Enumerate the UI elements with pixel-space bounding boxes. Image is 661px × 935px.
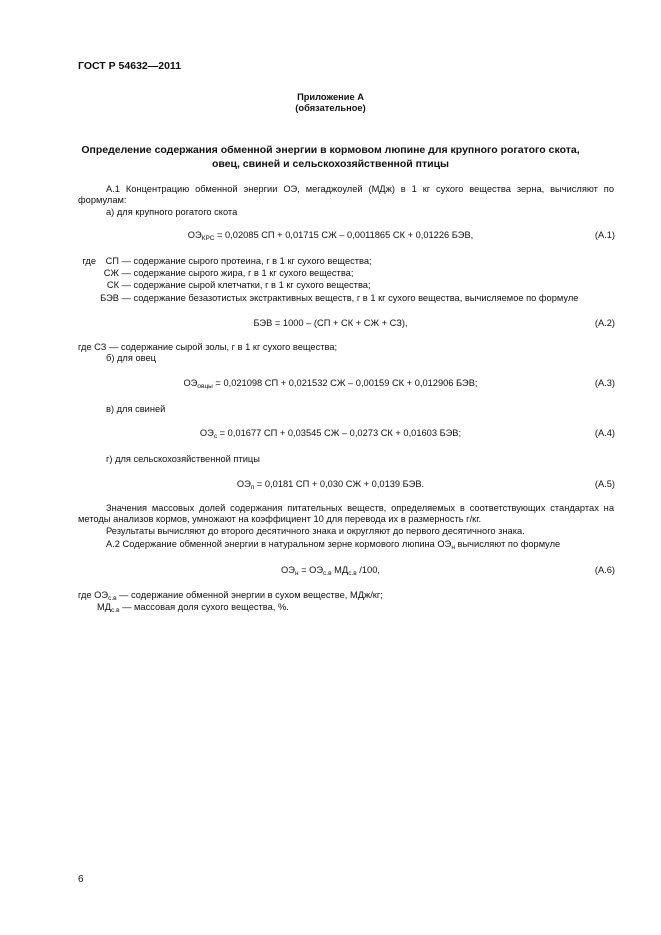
formula-a5: $ОЭ_п = 0,0181$ СП + 0,030 СЖ + 0,0139 БЭВ. — [236, 479, 425, 491]
equation-number-a3: (А.3) — [594, 378, 615, 388]
item-a: а) для крупного рогатого скота — [106, 207, 238, 217]
formula-a2: БЭВ = 1000 – (СП + СК + СЖ + СЗ), — [253, 318, 408, 328]
equation-number-a5: (А.5) — [594, 479, 615, 489]
definition-oe-sv: где $ОЭ_{с.в}$ — содержание обменной энергии в сухом веществе, МДж/кг; — [78, 590, 383, 602]
formula-a6: $ОЭ_н = ОЭ_{с.в}$ $МД_{с.в}$ /100, — [281, 565, 380, 577]
equation-number-a6: (А.6) — [594, 565, 615, 575]
equation-number-a1: (А.1) — [594, 230, 615, 240]
appendix-subtitle: (обязательное) — [295, 103, 366, 113]
formula-a3: $ОЭ_{овцы} = 0,021098$ СП + 0,021532 СЖ – 0,00159 СК + 0,012906 БЭВ; — [183, 378, 478, 390]
definition-szh: СЖ — содержание сырого жира, г в 1 кг сухого вещества; — [103, 268, 354, 279]
definition-md-sv: $МД_{с.в}$ — массовая доля сухого вещества, %. — [97, 602, 289, 614]
formula-a1: $ОЭ_{КРС} = 0,02085$ СП + 0,01715 СЖ – 0,0011865 СК + 0,01226 БЭВ, — [187, 230, 474, 242]
ash-definition: где СЗ — содержание сырой золы, г в 1 кг сухого вещества; — [78, 342, 338, 352]
definition-bev: БЭВ — содержание безазотистых экстрактивных веществ, г в 1 кг сухого вещества, вычисляемое по формуле — [100, 292, 579, 303]
definitions-list — [78, 256, 578, 305]
item-d: г) для сельскохозяйственной птицы — [106, 454, 260, 464]
definition-sk: СК — содержание сырой клетчатки, г в 1 кг сухого вещества; — [106, 280, 371, 291]
equation-number-a2: (А.2) — [594, 318, 615, 328]
appendix-title: Приложение А — [297, 92, 364, 102]
definition-sp: где СП — содержание сырого протеина, г в 1 кг сухого вещества; — [82, 256, 372, 266]
appendix-heading-line2: овец, свиней и сельскохозяйственной птицы — [211, 158, 450, 170]
intro-paragraph: А.1 Концентрацию обменной энергии ОЭ, мегаджоулей (МДж) в 1 кг сухого вещества зерна, вычисляют по формулам: — [78, 184, 614, 205]
page-number: 6 — [78, 874, 84, 885]
values-paragraph: Значения массовых долей содержания питательных веществ, определяемых в соответствующих стандартах на методы анализов кормов, умножают на коэффициент 10 для перевода их в размерность г/кг. — [78, 503, 614, 524]
formula-a4: $ОЭ_с = 0,01677$ СП + 0,03545 СЖ – 0,0273 СК + 0,01603 БЭВ; — [199, 428, 462, 440]
a2-paragraph: А.2 Содержание обменной энергии в натуральном зерне кормового люпина $ОЭ_н$ вычисляют по формуле — [106, 539, 561, 551]
results-paragraph: Результаты вычисляют до второго десятичного знака и округляют до первого десятичного знака. — [106, 526, 525, 536]
item-b: б) для овец — [106, 353, 156, 363]
document-header: ГОСТ Р 54632—2011 — [78, 60, 182, 72]
equation-number-a4: (А.4) — [594, 428, 615, 438]
item-c: в) для свиней — [106, 404, 166, 414]
appendix-heading-line1: Определение содержания обменной энергии в кормовом люпине для крупного рогатого скота, — [81, 144, 580, 156]
